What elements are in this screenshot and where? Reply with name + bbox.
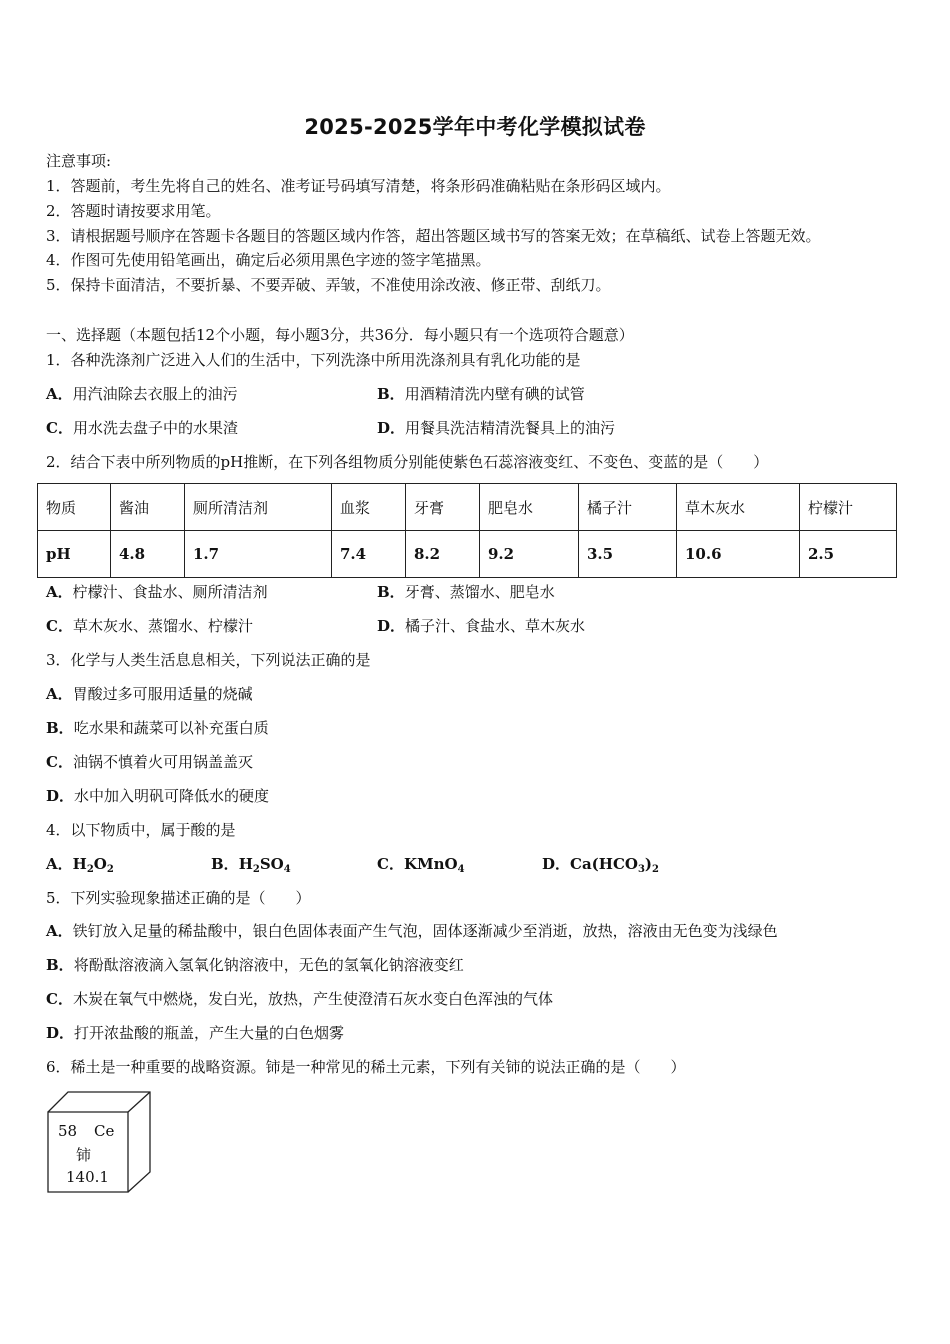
option-label: C．	[46, 617, 73, 635]
element-cell-figure	[44, 1088, 156, 1196]
option-text: 水中加入明矾可降低水的硬度	[74, 787, 270, 805]
option-text: 木炭在氧气中燃烧，发白光，放热，产生使澄清石灰水变白色浑浊的气体	[72, 990, 553, 1008]
element-symbol: Ce	[94, 1122, 115, 1140]
option-label: B．	[377, 583, 405, 601]
question-6-stem: 6．稀土是一种重要的战略资源。铈是一种常见的稀土元素，下列有关铈的说法正确的是（ ）	[46, 1058, 686, 1076]
option-label: B．	[211, 855, 239, 873]
option-label: B．	[46, 719, 74, 737]
formula-subscript: 3	[637, 864, 645, 875]
option-label: D．	[377, 617, 406, 635]
option-label: D．	[46, 1024, 75, 1042]
option-text: 用汽油除去衣服上的油污	[72, 385, 238, 403]
section-heading: 一、选择题（本题包括12个小题，每小题3分，共36分．每小题只有一个选项符合题意）	[46, 326, 634, 344]
option-text: 胃酸过多可服用适量的烧碱	[72, 685, 253, 703]
element-name: 铈	[76, 1146, 92, 1164]
q1-option-d[interactable]	[377, 418, 615, 438]
ph-table	[37, 483, 897, 578]
table-cell: 物质	[38, 484, 111, 531]
table-row	[38, 531, 897, 578]
q2-option-a[interactable]	[46, 582, 268, 602]
formula-part: O	[93, 855, 107, 873]
option-label: D．	[46, 787, 75, 805]
table-cell: 酱油	[111, 484, 185, 531]
formula-part: Ca(HCO	[570, 855, 638, 873]
option-text: 吃水果和蔬菜可以补充蛋白质	[73, 719, 269, 737]
option-text: 牙膏、蒸馏水、肥皂水	[404, 583, 555, 601]
option-text: 打开浓盐酸的瓶盖，产生大量的白色烟雾	[74, 1024, 345, 1042]
q5-option-b[interactable]	[46, 955, 464, 975]
formula-subscript: 2	[252, 864, 260, 875]
option-text: 用餐具洗洁精清洗餐具上的油污	[405, 419, 616, 437]
question-1-stem: 1．各种洗涤剂广泛进入人们的生活中，下列洗涤中所用洗涤剂具有乳化功能的是	[46, 351, 581, 369]
notice-item: 3．请根据题号顺序在答题卡各题目的答题区域内作答，超出答题区域书写的答案无效；在草稿纸、试卷上答题无效。	[46, 227, 821, 245]
option-label: C．	[46, 990, 73, 1008]
table-cell: 草木灰水	[677, 484, 800, 531]
q1-option-c[interactable]	[46, 418, 238, 438]
notice-heading: 注意事项:	[46, 152, 112, 170]
table-cell: 柠檬汁	[800, 484, 897, 531]
option-label: B．	[377, 385, 405, 403]
option-label: A．	[46, 855, 73, 873]
q2-option-d[interactable]	[377, 616, 585, 636]
notice-item: 2．答题时请按要求用笔。	[46, 202, 221, 220]
notice-item: 5．保持卡面清洁，不要折暴、不要弄破、弄皱，不准使用涂改液、修正带、刮纸刀。	[46, 276, 611, 294]
q3-option-d[interactable]	[46, 786, 269, 806]
table-cell: pH	[38, 531, 111, 578]
option-label: D．	[377, 419, 406, 437]
option-label: C．	[377, 855, 404, 873]
table-cell: 血浆	[332, 484, 406, 531]
q1-option-a[interactable]	[46, 384, 238, 404]
table-cell: 1.7	[185, 531, 332, 578]
question-3-stem: 3．化学与人类生活息息相关，下列说法正确的是	[46, 651, 371, 669]
table-cell: 肥皂水	[480, 484, 579, 531]
option-label: A．	[46, 583, 73, 601]
table-cell: 牙膏	[406, 484, 480, 531]
option-label: B．	[46, 956, 74, 974]
q5-option-d[interactable]	[46, 1023, 344, 1043]
option-text: 油锅不慎着火可用锅盖盖灭	[72, 753, 253, 771]
table-cell: 橘子汁	[579, 484, 677, 531]
option-label: A．	[46, 922, 73, 940]
q5-option-c[interactable]	[46, 989, 553, 1009]
formula-subscript: 4	[283, 864, 291, 875]
formula-part: H	[72, 855, 87, 873]
q2-option-b[interactable]	[377, 582, 555, 602]
q4-option-a[interactable]	[46, 854, 114, 880]
option-label: D．	[542, 855, 571, 873]
page-title: 2025-2025学年中考化学模拟试卷	[304, 115, 646, 139]
formula-part: SO	[259, 855, 284, 873]
table-cell: 厕所清洁剂	[185, 484, 332, 531]
option-label: A．	[46, 385, 73, 403]
q4-option-d[interactable]	[542, 854, 659, 880]
q5-option-a[interactable]	[46, 921, 778, 941]
notice-item: 4．作图可先使用铅笔画出，确定后必须用黑色字迹的签字笔描黑。	[46, 251, 491, 269]
table-cell: 7.4	[332, 531, 406, 578]
q3-option-b[interactable]	[46, 718, 269, 738]
formula-part: )	[644, 855, 653, 873]
option-label: C．	[46, 419, 73, 437]
atomic-mass: 140.1	[66, 1168, 109, 1186]
question-5-stem: 5．下列实验现象描述正确的是（ ）	[46, 889, 311, 907]
table-cell: 3.5	[579, 531, 677, 578]
formula-subscript: 2	[652, 864, 659, 875]
table-cell: 8.2	[406, 531, 480, 578]
option-text: 橘子汁、食盐水、草木灰水	[405, 617, 586, 635]
q4-option-b[interactable]	[211, 854, 291, 880]
formula-subscript: 4	[457, 864, 465, 875]
q4-option-c[interactable]	[377, 854, 465, 880]
formula-part: KMnO	[403, 855, 458, 873]
option-text: 将酚酞溶液滴入氢氧化钠溶液中，无色的氢氧化钠溶液变红	[73, 956, 464, 974]
table-cell: 10.6	[677, 531, 800, 578]
question-2-stem: 2．结合下表中所列物质的pH推断，在下列各组物质分别能使紫色石蕊溶液变红、不变色、变蓝的是（ ）	[46, 453, 769, 471]
question-4-stem: 4．以下物质中，属于酸的是	[46, 821, 236, 839]
q1-option-b[interactable]	[377, 384, 585, 404]
q3-option-c[interactable]	[46, 752, 253, 772]
option-text: 用酒精清洗内壁有碘的试管	[404, 385, 585, 403]
formula-part: H	[238, 855, 253, 873]
option-text: 柠檬汁、食盐水、厕所清洁剂	[72, 583, 268, 601]
table-cell: 4.8	[111, 531, 185, 578]
atomic-number: 58	[58, 1122, 78, 1140]
option-label: A．	[46, 685, 73, 703]
formula-subscript: 2	[106, 864, 114, 875]
option-text: 铁钉放入足量的稀盐酸中，银白色固体表面产生气泡，固体逐渐减少至消逝，放热，溶液由无色变为浅绿色	[72, 922, 778, 940]
option-text: 用水洗去盘子中的水果渣	[72, 419, 238, 437]
table-cell: 9.2	[480, 531, 579, 578]
q2-option-c[interactable]	[46, 616, 253, 636]
table-row	[38, 484, 897, 531]
formula-subscript: 2	[86, 864, 94, 875]
notice-item: 1．答题前，考生先将自己的姓名、准考证号码填写清楚，将条形码准确粘贴在条形码区域内。	[46, 177, 671, 195]
option-text: 草木灰水、蒸馏水、柠檬汁	[72, 617, 253, 635]
q3-option-a[interactable]	[46, 684, 253, 704]
table-cell: 2.5	[800, 531, 897, 578]
option-label: C．	[46, 753, 73, 771]
